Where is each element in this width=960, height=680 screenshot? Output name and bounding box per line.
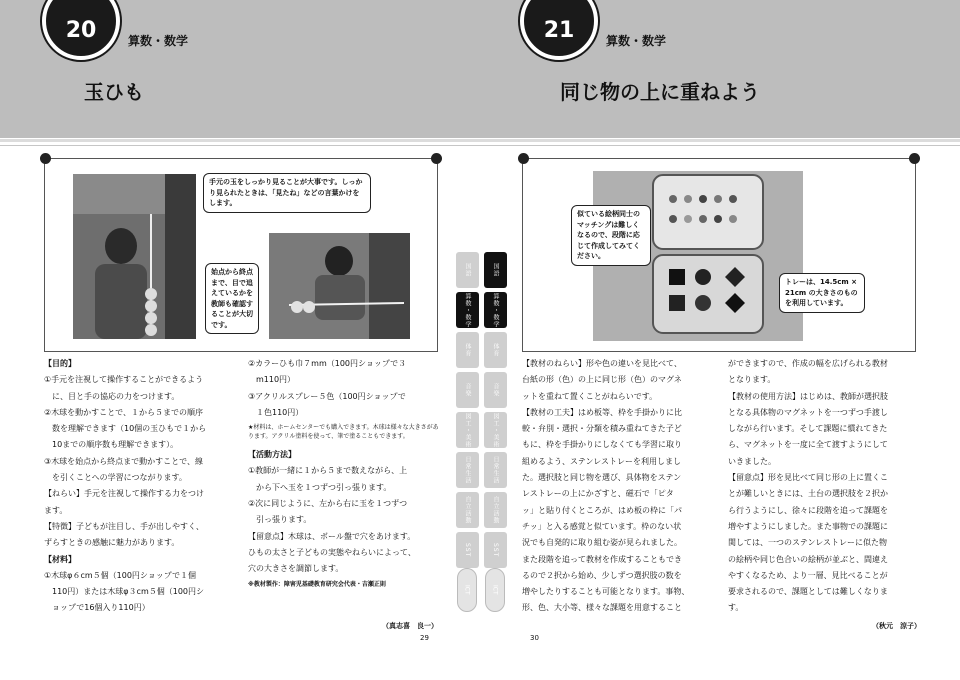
index-tab-right-taiiku[interactable]: 体育 [484, 332, 507, 368]
text-line: ョップで16個入り110円） [44, 603, 150, 613]
text-line: 【活動方法】 [248, 450, 296, 460]
text-line: 組めるよう、ステンレストレーを利用しまし [522, 456, 681, 466]
index-tab-right-kokugo[interactable]: 国語 [484, 252, 507, 288]
photo-board-left [44, 158, 438, 352]
index-tab-left-nichijo[interactable]: 日常生活 [456, 452, 479, 488]
text-line: １色110円） [248, 407, 304, 417]
index-tab-right-nichijo[interactable]: 日常生活 [484, 452, 507, 488]
text-line: ①木球φ６cm５個（100円ショップで１個 [44, 570, 196, 580]
text-line: 引っ張ります。 [248, 515, 312, 525]
text-line: となる具体物のマグネットを一つずつ手渡し [728, 407, 888, 417]
text-line: 況でも自発的に取り組む姿が見られました。 [522, 538, 682, 548]
pin-icon [518, 153, 529, 164]
photo-child-vertical [73, 174, 196, 339]
text-line: もに、枠を手掛かりにしなくても学習に取り [522, 440, 682, 450]
photo-child-horizontal-image [269, 233, 410, 339]
photo-board-right [522, 158, 916, 352]
text-line: 数を理解できます（10個の玉ひもで１から [44, 424, 207, 434]
photo-child-vertical-image [73, 174, 196, 339]
subject-right: 算数・数学 [606, 34, 667, 48]
callout-right-2: トレーは、14.5cm × 21cm の大きさのものを利用しています。 [779, 273, 865, 313]
text-line: を引くことへの学習につながります。 [44, 473, 187, 483]
text-line: ます。 [44, 505, 68, 515]
text-line: やすくなるため、より一層、見比べることが [728, 570, 888, 580]
pin-icon [40, 153, 51, 164]
text-line: ③アクリルスプレー５色（100円ショップで [248, 391, 406, 401]
text-line: 【教材の使用方法】はじめは、教師が選択肢 [728, 391, 888, 401]
author-right: （秋元 涼子） [872, 622, 921, 630]
text-line: 10までの順序数も理解できます）。 [44, 440, 179, 450]
left-column-1 [44, 356, 240, 617]
text-line: から下へ玉を１つずつ引っ張ります。 [248, 482, 392, 492]
page-title-left: 玉ひも [84, 80, 144, 104]
index-tab-left-sst[interactable]: SST [456, 532, 479, 568]
text-line: の絵柄や同じ色合いの絵柄が並ぶと、間違え [728, 554, 888, 564]
index-tab-right-jiritsu[interactable]: 自立活動 [484, 492, 507, 528]
text-line: ③木球を始点から終点まで動かすことで、線 [44, 456, 204, 466]
text-line: となります。 [728, 375, 776, 385]
text-line: 110円）または木球φ３cm５個（100円シ [44, 587, 205, 597]
text-line: ッ」と貼り付くところが、はめ板の枠に「パ [522, 505, 682, 515]
text-line: ②次に同じように、左から右に玉を１つずつ [248, 499, 408, 509]
header-divider [0, 138, 960, 142]
text-line: レストレーの上にかざすと、磁石で「ピタ [522, 489, 674, 499]
note: ★材料は、ホームセンターでも購入できます。木球は様々な大きさがあります。アクリル塗料を使って、筆で塗ることもできます。 [248, 424, 439, 441]
callout-left-1: 手元の玉をしっかり見ることが大事です。しっかり見られたときは、「見たね」などの言葉かけをします。 [203, 173, 371, 213]
text-line: 【留意点】木球は、ボール盤で穴をあけます。 [248, 531, 416, 541]
text-line: ひもの太さと子どもの実態やねらいによって、 [248, 547, 416, 557]
header-divider-thin [0, 145, 960, 146]
text-line: ①教師が一緒に１から５まで数えながら、上 [248, 466, 408, 476]
text-line: いきました。 [728, 456, 776, 466]
text-line: ②カラーひも巾７mm（100円ショップで３ [248, 359, 407, 368]
text-line: 【留意点】形を見比べて同じ形の上に置くこ [728, 473, 888, 483]
text-line: ができますので、作成の幅を広げられる教材 [728, 359, 888, 368]
text-line: 【目的】 [44, 359, 76, 368]
callout-right-1: 似ている絵柄同士のマッチングは難しくなるので、段階に応じて作成してみてください。 [571, 205, 651, 266]
index-tab-left-ongaku[interactable]: 音楽 [456, 372, 479, 408]
text-line: 形、色、大小等、様々な課題を用意すること [522, 603, 682, 613]
page-number-right: 30 [530, 634, 539, 642]
text-line: 【ねらい】手元を注視して操作する力をつけ [44, 489, 204, 499]
index-tab-left-jiritsu[interactable]: 自立活動 [456, 492, 479, 528]
text-line: 増やしたりすることも可能となります。事物、 [522, 587, 690, 597]
header-band [0, 0, 960, 138]
index-tab-right-sansu[interactable]: 算数・数学 [484, 292, 507, 328]
callout-left-2: 始点から終点まで、目で追えているかを教師も確認することが大切です。 [205, 263, 259, 334]
text-line: ら、マグネットを一度に全て渡すようにして [728, 440, 888, 450]
text-line: 【特徴】子どもが注目し、手が出しやすく、 [44, 521, 204, 531]
text-line: 【教材のねらい】形や色の違いを見比べて、 [522, 359, 682, 368]
text-line: 穴の大きさを調節します。 [248, 564, 344, 574]
text-line: とが難しいときには、土台の選択肢を２択か [728, 489, 888, 499]
index-tab-right-sst[interactable]: SST [484, 532, 507, 568]
pin-icon [431, 153, 442, 164]
right-column-2 [728, 356, 924, 617]
text-line: に、目と手の協応の力をつけます。 [44, 391, 180, 401]
right-column-1 [522, 356, 720, 617]
pin-icon [909, 153, 920, 164]
text-line: 【教材の工夫】はめ板等、枠を手掛かりに比 [522, 407, 682, 417]
text-line: 台紙の形（色）の上に同じ形（色）のマグネ [522, 375, 682, 385]
text-line: 【材料】 [44, 554, 76, 564]
photo-child-horizontal [269, 233, 410, 339]
index-tab-left-kokugo[interactable]: 国語 [456, 252, 479, 288]
author-left: （真志喜 良一） [382, 622, 438, 630]
page-number-left: 29 [420, 634, 429, 642]
text-line: チッ」と入る感覚と似ています。枠のない状 [522, 521, 682, 531]
text-line: ら行うようにし、徐々に段階を追って課題を [728, 505, 888, 515]
page-title-right: 同じ物の上に重ねよう [560, 80, 760, 104]
text-line: ずらすときの感触に魅力があります。 [44, 538, 180, 548]
text-line: ットを重ねて置くことがねらいです。 [522, 391, 658, 401]
text-line: 要求されるので、課題としては難しくなりま [728, 587, 888, 597]
text-line: また段階を追って教材を作成することもでき [522, 554, 682, 564]
text-line: 関しては、一つのステンレストレーに似た物 [728, 538, 887, 548]
index-tab-left-taiiku[interactable]: 体育 [456, 332, 479, 368]
index-tab-left-ict[interactable]: ICT [457, 568, 477, 612]
subject-left: 算数・数学 [128, 34, 189, 48]
text-line: た。選択肢と同じ物を選び、具体物をステン [522, 473, 682, 483]
text-line: ①手元を注視して操作することができるよう [44, 375, 204, 385]
text-line: す。 [728, 603, 744, 613]
left-column-2 [248, 356, 444, 589]
index-tab-left-sansu[interactable]: 算数・数学 [456, 292, 479, 328]
unit-number-right: 21 [543, 17, 575, 43]
text-line: 較・弁別・選択・分類を積み重ねてきた子ど [522, 424, 682, 434]
text-line: m110円） [248, 375, 296, 385]
credit: ※教材製作：障害児基礎教育研究会代表・吉瀬正則 [248, 580, 386, 588]
unit-number-left: 20 [65, 17, 97, 43]
index-tab-left-zuko[interactable]: 図工・美術 [456, 412, 479, 448]
index-tab-right-zuko[interactable]: 図工・美術 [484, 412, 507, 448]
index-tab-right-ict[interactable]: ICT [485, 568, 505, 612]
text-line: しながら行います。そして課題に慣れてきた [728, 424, 888, 434]
index-tab-right-ongaku[interactable]: 音楽 [484, 372, 507, 408]
text-line: ②木球を動かすことで、１から５までの順序 [44, 407, 204, 417]
text-line: るので２択から始め、少しずつ選択肢の数を [522, 570, 682, 580]
text-line: 増やすようにしました。また事物での課題に [728, 521, 888, 531]
